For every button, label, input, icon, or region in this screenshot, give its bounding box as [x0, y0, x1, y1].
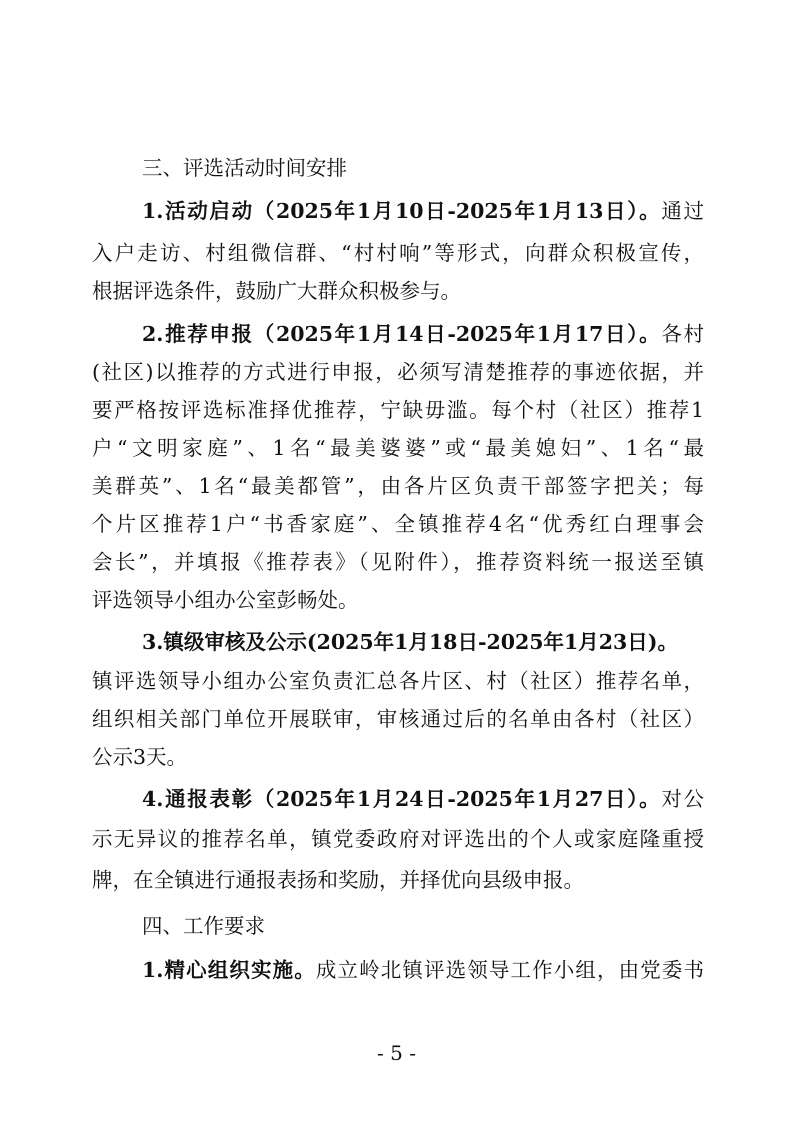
item-lead: 1.精心组织实施。 — [142, 958, 316, 982]
paragraph-line: 公示3天。 — [92, 745, 188, 769]
paragraph-line: 示无异议的推荐名单，镇党委政府对评选出的个人或家庭隆重授 — [92, 827, 704, 851]
paragraph-line: 评选领导小组办公室彭畅处。 — [92, 588, 359, 612]
paragraph-line: 根据评选条件，鼓励广大群众积极参与。 — [92, 279, 461, 303]
paragraph-line: 户“文明家庭”、1名“最美婆婆”或“最美媳妇”、1名“最 — [92, 436, 704, 460]
item-text: 通过 — [661, 199, 704, 223]
item-lead: 3.镇级审核及公示(2025年1月18日-2025年1月23日)。 — [142, 630, 679, 654]
paragraph-line: 美群英”、1名“最美都管”，由各片区负责干部签字把关；每 — [92, 474, 704, 498]
item-lead: 2.推荐申报（2025年1月14日-2025年1月17日）。 — [142, 322, 662, 346]
section-heading: 四、工作要求 — [142, 914, 265, 938]
paragraph-line: 牌，在全镇进行通报表扬和奖励，并择优向县级申报。 — [92, 868, 584, 892]
item-text: 各村 — [661, 322, 704, 346]
paragraph-line — [142, 956, 704, 984]
paragraph-line: 要严格按评选标准择优推荐，宁缺毋滥。每个村（社区）推荐1 — [92, 398, 704, 422]
paragraph-line: 组织相关部门单位开展联审，审核通过后的名单由各村（社区） — [92, 707, 704, 731]
section-heading: 三、评选活动时间安排 — [142, 156, 347, 180]
item-text: 成立岭北镇评选领导工作小组，由党委书 — [315, 958, 704, 982]
paragraph-line — [142, 628, 704, 656]
paragraph-line: (社区)以推荐的方式进行申报，必须写清楚推荐的事迹依据，并 — [92, 360, 704, 384]
paragraph-line: 镇评选领导小组办公室负责汇总各片区、村（社区）推荐名单， — [92, 669, 704, 693]
paragraph-line — [142, 785, 704, 813]
item-text: 对公 — [661, 787, 704, 811]
item-lead: 1.活动启动（2025年1月10日-2025年1月13日）。 — [142, 199, 662, 223]
item-lead: 4.通报表彰（2025年1月24日-2025年1月27日）。 — [142, 787, 662, 811]
page-number: - 5 - — [377, 1041, 416, 1065]
paragraph-line: 个片区推荐1户“书香家庭”、全镇推荐4名“优秀红白理事会 — [92, 512, 704, 536]
paragraph-line — [142, 320, 704, 348]
paragraph-line: 入户走访、村组微信群、“村村响”等形式，向群众积极宣传， — [92, 241, 704, 265]
paragraph-line — [142, 197, 704, 225]
paragraph-line: 会长”，并填报《推荐表》（见附件），推荐资料统一报送至镇 — [92, 550, 704, 574]
